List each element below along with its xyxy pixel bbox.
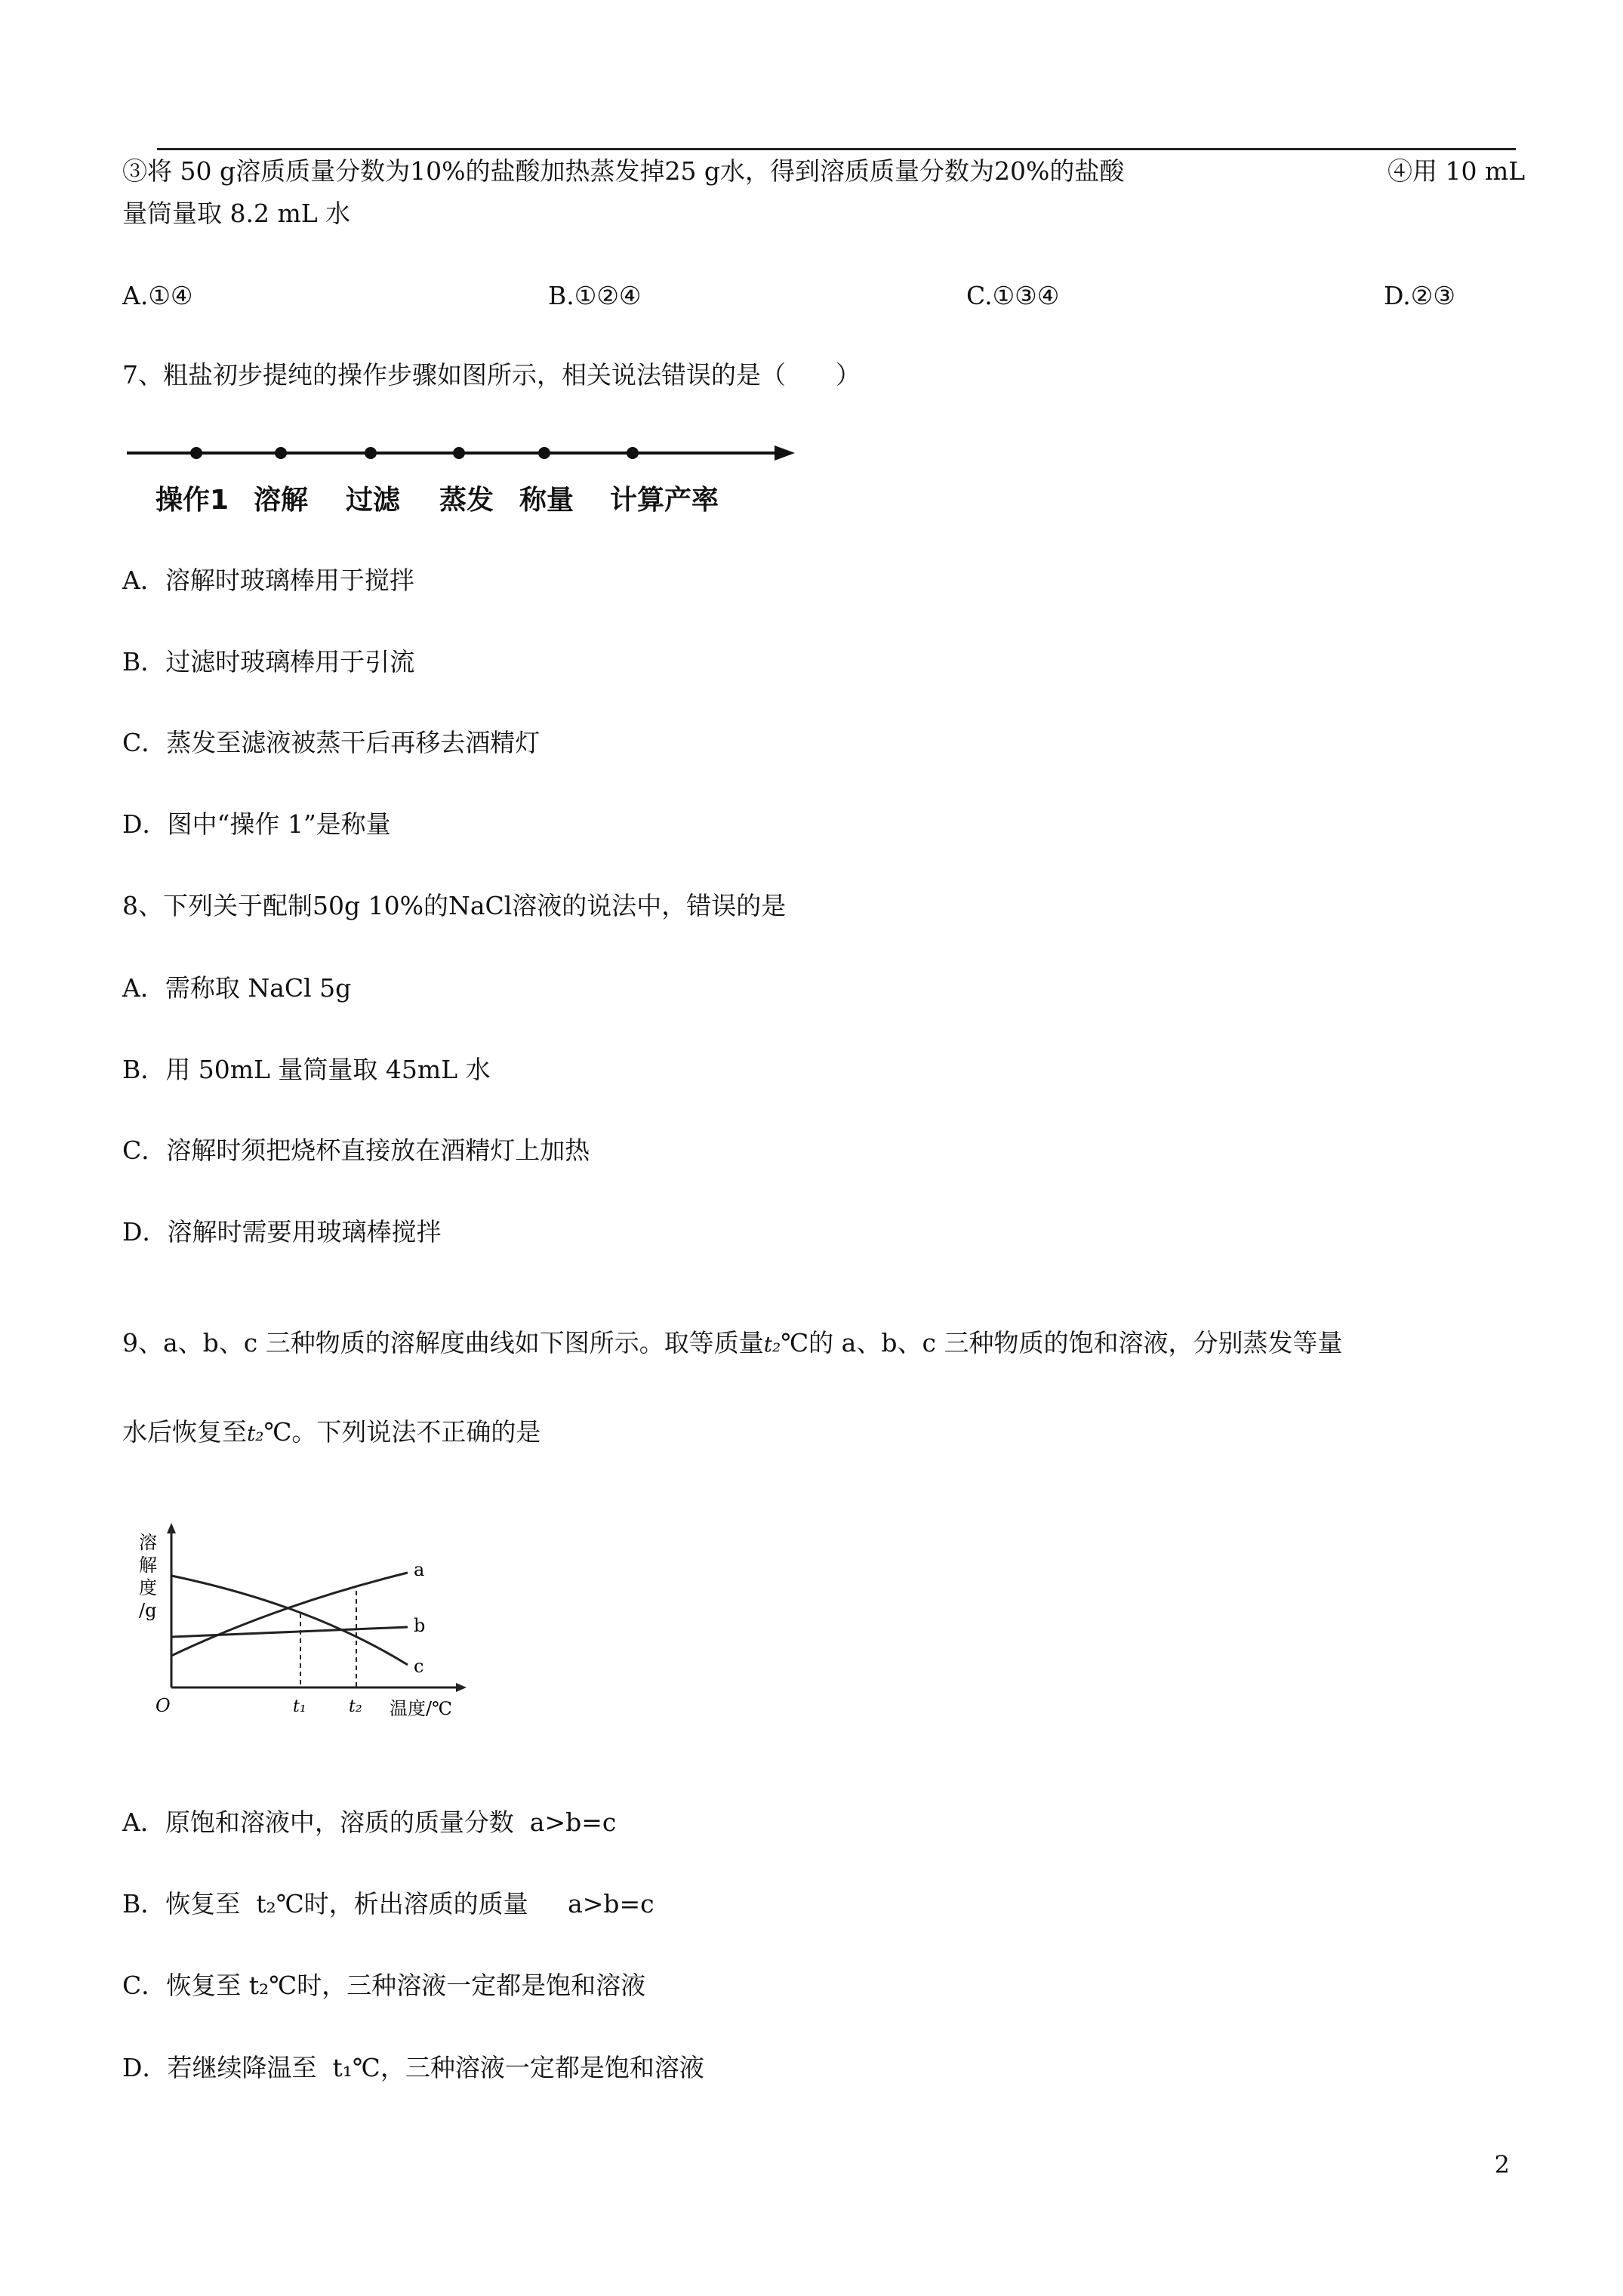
flow-arrow bbox=[127, 436, 799, 482]
x-axis-label: 温度/℃ bbox=[390, 1698, 452, 1719]
t2-label: t₂ bbox=[349, 1697, 362, 1716]
q7-option-a: A．溶解时玻璃棒用于搅拌 bbox=[122, 566, 414, 595]
page-number: 2 bbox=[1494, 2150, 1510, 2179]
q6-option-c: C.①③④ bbox=[966, 281, 1060, 310]
curve-b bbox=[171, 1627, 408, 1637]
q7-option-d: D．图中“操作 1”是称量 bbox=[122, 809, 391, 839]
flow-step-2: 溶解 bbox=[254, 485, 309, 516]
t1-label: t₁ bbox=[293, 1697, 306, 1716]
curve-a-label: a bbox=[414, 1559, 425, 1580]
q6-option-b: B.①②④ bbox=[548, 281, 642, 310]
q9-option-a: A．原饱和溶液中，溶质的质量分数 a>b=c bbox=[122, 1808, 617, 1837]
q7-option-b: B．过滤时玻璃棒用于引流 bbox=[122, 647, 415, 676]
solubility-graph-svg bbox=[128, 1521, 491, 1725]
q9-option-d: D．若继续降温至 t₁℃，三种溶液一定都是饱和溶液 bbox=[122, 2053, 704, 2082]
flow-dot bbox=[365, 447, 377, 459]
q8-option-a: A．需称取 NaCl 5g bbox=[122, 973, 352, 1003]
y-label-1: 溶 bbox=[139, 1532, 157, 1553]
flow-dot bbox=[627, 447, 639, 459]
q8-option-c: C．溶解时须把烧杯直接放在酒精灯上加热 bbox=[122, 1136, 590, 1165]
flow-dot bbox=[453, 447, 465, 459]
flow-step-5: 称量 bbox=[519, 485, 574, 516]
q7-stem: 7、粗盐初步提纯的操作步骤如图所示，相关说法错误的是（ ） bbox=[122, 360, 861, 390]
q6-statement-4-start: ④用 10 mL bbox=[1387, 156, 1526, 186]
curve-b-label: b bbox=[414, 1615, 426, 1636]
q9-stem-line-1: 9、a、b、c 三种物质的溶解度曲线如下图所示。取等质量t₂℃的 a、b、c 三种物质的饱和溶液，分别蒸发等量 bbox=[122, 1328, 1343, 1358]
q7-option-c: C．蒸发至滤液被蒸干后再移去酒精灯 bbox=[122, 728, 540, 757]
q6-option-a: A.①④ bbox=[122, 281, 193, 310]
t2-symbol: t₂ bbox=[247, 1421, 264, 1446]
q6-statement-3: ③将 50 g溶质质量分数为10%的盐酸加热蒸发掉25 g水，得到溶质质量分数为20%的盐酸 bbox=[122, 156, 1125, 186]
flow-dot bbox=[275, 447, 287, 459]
header-rule bbox=[157, 148, 1516, 150]
flow-step-4: 蒸发 bbox=[439, 485, 494, 516]
y-label-4: /g bbox=[139, 1600, 157, 1621]
process-flow-diagram bbox=[127, 436, 799, 518]
solubility-curve-graph bbox=[128, 1521, 491, 1725]
q8-stem: 8、下列关于配制50g 10%的NaCl溶液的说法中，错误的是 bbox=[122, 891, 787, 920]
flow-dot bbox=[190, 447, 202, 459]
q6-option-d: D.②③ bbox=[1384, 281, 1455, 310]
q9-option-c: C．恢复至 t₂℃时，三种溶液一定都是饱和溶液 bbox=[122, 1971, 646, 2000]
curve-c bbox=[171, 1576, 408, 1665]
y-label-2: 解 bbox=[139, 1555, 157, 1576]
t2-symbol: t₂ bbox=[763, 1332, 781, 1357]
curve-c-label: c bbox=[414, 1656, 424, 1677]
flow-dot bbox=[538, 447, 550, 459]
curve-a bbox=[171, 1573, 408, 1656]
origin-label: O bbox=[156, 1695, 171, 1716]
y-label-3: 度 bbox=[139, 1577, 157, 1598]
flow-step-3: 过滤 bbox=[346, 485, 401, 516]
q8-option-b: B．用 50mL 量筒量取 45mL 水 bbox=[122, 1055, 491, 1084]
q6-statement-4-end: 量筒量取 8.2 mL 水 bbox=[122, 199, 351, 228]
q9-stem-line-2: 水后恢复至t₂℃。下列说法不正确的是 bbox=[122, 1417, 541, 1447]
flow-step-1: 操作1 bbox=[156, 485, 229, 516]
q8-option-d: D．溶解时需要用玻璃棒搅拌 bbox=[122, 1217, 442, 1247]
q9-option-b: B．恢复至 t₂℃时，析出溶质的质量 a>b=c bbox=[122, 1889, 654, 1918]
flow-step-6: 计算产率 bbox=[610, 485, 719, 516]
